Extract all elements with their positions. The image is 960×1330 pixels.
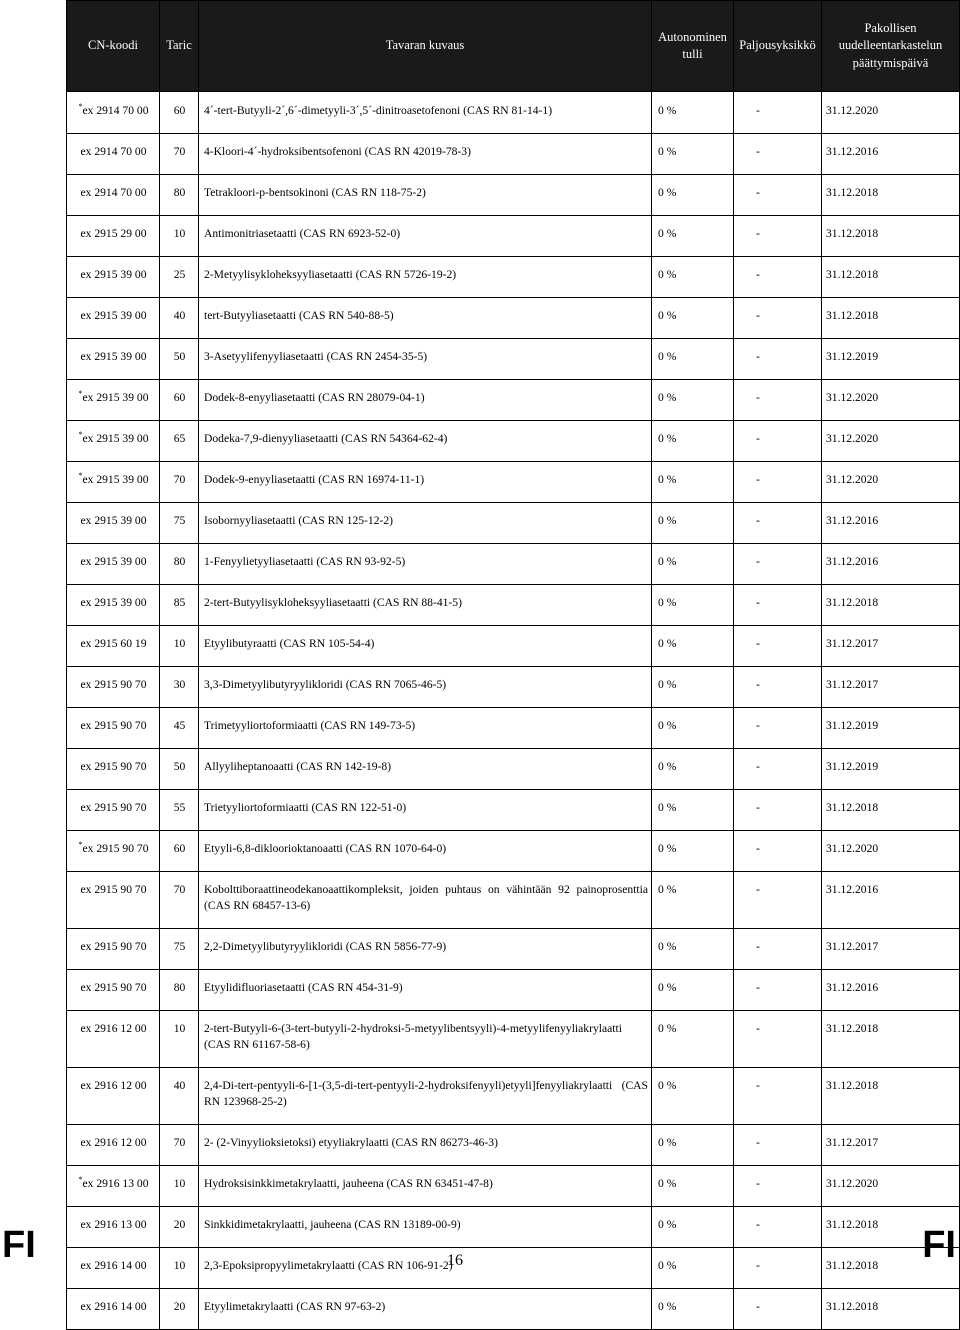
cn-code-cell	[67, 1124, 160, 1165]
footer-language-right: FI	[922, 1224, 956, 1266]
taric-cell: 10	[160, 1165, 199, 1206]
unit-cell: -	[734, 707, 822, 748]
table-row	[67, 928, 960, 969]
description-cell: 4-Kloori-4´-hydroksibentsofenoni (CAS RN 42019-78-3)	[199, 133, 652, 174]
duty-cell: 0 %	[652, 748, 734, 789]
unit-cell: -	[734, 461, 822, 502]
table-row	[67, 1206, 960, 1247]
taric-cell: 20	[160, 1206, 199, 1247]
cn-code-text: ex 2915 39 00	[82, 390, 149, 404]
description-cell: 2-Metyylisykloheksyyliasetaatti (CAS RN 5726-19-2)	[199, 256, 652, 297]
description-cell: 2-tert-Butyyli-6-(3-tert-butyyli-2-hydroksi-5-metyylibentsyyli)-4-metyylifenyyliakrylaatti (CAS RN 61167-58-6)	[199, 1010, 652, 1067]
duty-cell: 0 %	[652, 256, 734, 297]
cn-code-cell	[67, 871, 160, 928]
cn-code-text: ex 2916 14 00	[80, 1258, 147, 1272]
description-cell: Etyylimetakrylaatti (CAS RN 97-63-2)	[199, 1288, 652, 1329]
cn-code-text: ex 2916 14 00	[80, 1299, 147, 1313]
unit-cell: -	[734, 666, 822, 707]
unit-cell: -	[734, 174, 822, 215]
taric-cell: 60	[160, 830, 199, 871]
cn-code-text: ex 2915 39 00	[80, 513, 147, 527]
duty-cell: 0 %	[652, 789, 734, 830]
end-date-cell: 31.12.2020	[822, 92, 960, 134]
description-cell: Isobornyyliasetaatti (CAS RN 125-12-2)	[199, 502, 652, 543]
taric-cell: 25	[160, 256, 199, 297]
cn-code-cell	[67, 256, 160, 297]
cn-code-text: ex 2915 39 00	[80, 267, 147, 281]
taric-cell: 60	[160, 379, 199, 420]
unit-cell: -	[734, 1124, 822, 1165]
table-row	[67, 789, 960, 830]
cn-code-cell	[67, 625, 160, 666]
footer-language-left: FI	[2, 1224, 36, 1266]
taric-cell: 30	[160, 666, 199, 707]
description-cell: Tetrakloori-p-bentsokinoni (CAS RN 118-75-2)	[199, 174, 652, 215]
cn-code-text: ex 2915 39 00	[80, 595, 147, 609]
duty-cell: 0 %	[652, 871, 734, 928]
table-row	[67, 543, 960, 584]
table-row	[67, 748, 960, 789]
cn-code-cell	[67, 748, 160, 789]
table-row	[67, 461, 960, 502]
taric-cell: 55	[160, 789, 199, 830]
end-date-cell: 31.12.2018	[822, 215, 960, 256]
header-row	[67, 1, 960, 92]
unit-cell: -	[734, 502, 822, 543]
taric-cell: 80	[160, 543, 199, 584]
unit-cell: -	[734, 256, 822, 297]
cn-code-cell	[67, 1247, 160, 1288]
description-cell: Sinkkidimetakrylaatti, jauheena (CAS RN 13189-00-9)	[199, 1206, 652, 1247]
amendment-marker: *	[78, 1174, 83, 1184]
table-row	[67, 666, 960, 707]
unit-cell: -	[734, 379, 822, 420]
taric-cell: 10	[160, 215, 199, 256]
unit-cell: -	[734, 830, 822, 871]
unit-cell: -	[734, 215, 822, 256]
cn-code-text: ex 2914 70 00	[82, 104, 149, 117]
end-date-cell: 31.12.2018	[822, 1247, 960, 1288]
cn-code-text: ex 2915 90 70	[80, 677, 147, 691]
tariff-table	[66, 0, 960, 1330]
table-row	[67, 1124, 960, 1165]
taric-cell: 80	[160, 174, 199, 215]
cn-code-cell	[67, 789, 160, 830]
cn-code-text: ex 2915 90 70	[80, 718, 147, 732]
end-date-cell: 31.12.2019	[822, 707, 960, 748]
description-cell: 3,3-Dimetyylibutyryylikloridi (CAS RN 7065-46-5)	[199, 666, 652, 707]
table-row	[67, 297, 960, 338]
end-date-cell: 31.12.2018	[822, 1010, 960, 1067]
taric-cell: 70	[160, 461, 199, 502]
end-date-cell: 31.12.2019	[822, 338, 960, 379]
cn-code-cell	[67, 1010, 160, 1067]
cn-code-text: ex 2915 90 70	[80, 882, 147, 896]
end-date-cell: 31.12.2018	[822, 297, 960, 338]
cn-code-cell	[67, 379, 160, 420]
header-cn-code: CN-koodi	[67, 1, 160, 92]
duty-cell: 0 %	[652, 174, 734, 215]
end-date-cell: 31.12.2020	[822, 461, 960, 502]
cn-code-cell	[67, 297, 160, 338]
table-row	[67, 379, 960, 420]
cn-code-cell	[67, 133, 160, 174]
taric-cell: 40	[160, 297, 199, 338]
end-date-cell: 31.12.2018	[822, 789, 960, 830]
cn-code-cell	[67, 174, 160, 215]
cn-code-cell	[67, 502, 160, 543]
taric-cell: 75	[160, 928, 199, 969]
end-date-cell: 31.12.2018	[822, 1067, 960, 1124]
description-cell: tert-Butyyliasetaatti (CAS RN 540-88-5)	[199, 297, 652, 338]
table-row	[67, 256, 960, 297]
taric-cell: 70	[160, 1124, 199, 1165]
end-date-cell: 31.12.2020	[822, 830, 960, 871]
taric-cell: 70	[160, 871, 199, 928]
duty-cell: 0 %	[652, 133, 734, 174]
unit-cell: -	[734, 338, 822, 379]
table-row	[67, 969, 960, 1010]
duty-cell: 0 %	[652, 543, 734, 584]
table-row	[67, 830, 960, 871]
duty-cell: 0 %	[652, 1010, 734, 1067]
description-cell: 4´-tert-Butyyli-2´,6´-dimetyyli-3´,5´-dinitroasetofenoni (CAS RN 81-14-1)	[199, 92, 652, 134]
table-row	[67, 174, 960, 215]
table-row	[67, 133, 960, 174]
duty-cell: 0 %	[652, 1067, 734, 1124]
duty-cell: 0 %	[652, 1247, 734, 1288]
description-cell: 3-Asetyylifenyyliasetaatti (CAS RN 2454-35-5)	[199, 338, 652, 379]
duty-cell: 0 %	[652, 297, 734, 338]
description-cell: Dodek-8-enyyliasetaatti (CAS RN 28079-04-1)	[199, 379, 652, 420]
cn-code-cell	[67, 928, 160, 969]
unit-cell: -	[734, 1288, 822, 1329]
cn-code-cell	[67, 1067, 160, 1124]
end-date-cell: 31.12.2017	[822, 666, 960, 707]
duty-cell: 0 %	[652, 830, 734, 871]
cn-code-cell	[67, 830, 160, 871]
duty-cell: 0 %	[652, 1206, 734, 1247]
table-row	[67, 1010, 960, 1067]
description-cell: Etyylibutyraatti (CAS RN 105-54-4)	[199, 625, 652, 666]
duty-cell: 0 %	[652, 584, 734, 625]
page-number: 16	[447, 1252, 463, 1269]
end-date-cell: 31.12.2017	[822, 1124, 960, 1165]
amendment-marker: *	[78, 388, 83, 398]
cn-code-text: ex 2916 12 00	[80, 1021, 147, 1035]
duty-cell: 0 %	[652, 666, 734, 707]
description-cell: Kobolttiboraattineodekanoaattikompleksit, joiden puhtaus on vähintään 92 painoprosenttia (CAS RN 68457-13-6)	[199, 871, 652, 928]
duty-cell: 0 %	[652, 625, 734, 666]
table-row	[67, 1165, 960, 1206]
cn-code-cell	[67, 707, 160, 748]
duty-cell: 0 %	[652, 92, 734, 134]
unit-cell: -	[734, 871, 822, 928]
description-cell: 2- (2-Vinyylioksietoksi) etyyliakrylaatti (CAS RN 86273-46-3)	[199, 1124, 652, 1165]
cn-code-text: ex 2915 39 00	[80, 349, 147, 363]
table-row	[67, 215, 960, 256]
duty-cell: 0 %	[652, 461, 734, 502]
unit-cell: -	[734, 92, 822, 134]
end-date-cell: 31.12.2016	[822, 871, 960, 928]
taric-cell: 50	[160, 748, 199, 789]
cn-code-cell	[67, 1206, 160, 1247]
description-cell: Dodeka-7,9-dienyyliasetaatti (CAS RN 54364-62-4)	[199, 420, 652, 461]
table-row	[67, 92, 960, 134]
amendment-marker: *	[78, 102, 83, 111]
table-row	[67, 1288, 960, 1329]
taric-cell: 40	[160, 1067, 199, 1124]
table-row	[67, 625, 960, 666]
unit-cell: -	[734, 133, 822, 174]
header-unit: Paljousyksikkö	[734, 1, 822, 92]
description-cell: 2,4-Di-tert-pentyyli-6-[1-(3,5-di-tert-pentyyli-2-hydroksifenyyli)etyyli]fenyyliakrylaatti (CAS RN 123968-25-2)	[199, 1067, 652, 1124]
cn-code-text: ex 2915 90 70	[80, 759, 147, 773]
taric-cell: 80	[160, 969, 199, 1010]
description-cell: Trietyyliortoformiaatti (CAS RN 122-51-0)	[199, 789, 652, 830]
end-date-cell: 31.12.2016	[822, 502, 960, 543]
end-date-cell: 31.12.2018	[822, 174, 960, 215]
header-taric: Taric	[160, 1, 199, 92]
cn-code-cell	[67, 584, 160, 625]
taric-cell: 20	[160, 1288, 199, 1329]
duty-cell: 0 %	[652, 1288, 734, 1329]
cn-code-text: ex 2915 90 70	[80, 939, 147, 953]
description-cell: Antimonitriasetaatti (CAS RN 6923-52-0)	[199, 215, 652, 256]
cn-code-text: ex 2915 90 70	[80, 980, 147, 994]
cn-code-text: ex 2915 90 70	[82, 841, 149, 855]
duty-cell: 0 %	[652, 379, 734, 420]
amendment-marker: *	[78, 429, 83, 439]
cn-code-cell	[67, 1165, 160, 1206]
table-row	[67, 1247, 960, 1288]
table-row	[67, 502, 960, 543]
duty-cell: 0 %	[652, 969, 734, 1010]
taric-cell: 65	[160, 420, 199, 461]
cn-code-cell	[67, 420, 160, 461]
cn-code-cell	[67, 215, 160, 256]
table-row	[67, 584, 960, 625]
table-row	[67, 1067, 960, 1124]
cn-code-text: ex 2915 90 70	[80, 800, 147, 814]
description-cell: Allyyliheptanoaatti (CAS RN 142-19-8)	[199, 748, 652, 789]
cn-code-cell	[67, 461, 160, 502]
description-cell: Trimetyyliortoformiaatti (CAS RN 149-73-5)	[199, 707, 652, 748]
cn-code-text: ex 2914 70 00	[80, 185, 147, 199]
cn-code-text: ex 2914 70 00	[80, 144, 147, 158]
unit-cell: -	[734, 420, 822, 461]
cn-code-cell	[67, 969, 160, 1010]
taric-cell: 50	[160, 338, 199, 379]
unit-cell: -	[734, 297, 822, 338]
cn-code-cell	[67, 666, 160, 707]
table-row	[67, 871, 960, 928]
cn-code-text: ex 2916 12 00	[80, 1078, 147, 1092]
cn-code-cell	[67, 92, 160, 134]
header-end-date: Pakollisen uudelleentarkastelun päättymispäivä	[822, 1, 960, 92]
unit-cell: -	[734, 584, 822, 625]
description-cell: Dodek-9-enyyliasetaatti (CAS RN 16974-11-1)	[199, 461, 652, 502]
unit-cell: -	[734, 928, 822, 969]
duty-cell: 0 %	[652, 1124, 734, 1165]
taric-cell: 75	[160, 502, 199, 543]
cn-code-cell	[67, 338, 160, 379]
unit-cell: -	[734, 789, 822, 830]
end-date-cell: 31.12.2018	[822, 1288, 960, 1329]
end-date-cell: 31.12.2020	[822, 1165, 960, 1206]
description-cell: 2,2-Dimetyylibutyryylikloridi (CAS RN 5856-77-9)	[199, 928, 652, 969]
duty-cell: 0 %	[652, 1165, 734, 1206]
end-date-cell: 31.12.2019	[822, 748, 960, 789]
unit-cell: -	[734, 625, 822, 666]
header-autonomous-duty: Autonominen tulli	[652, 1, 734, 92]
end-date-cell: 31.12.2020	[822, 420, 960, 461]
unit-cell: -	[734, 1247, 822, 1288]
cn-code-text: ex 2915 39 00	[82, 431, 149, 445]
unit-cell: -	[734, 1206, 822, 1247]
taric-cell: 85	[160, 584, 199, 625]
description-cell: Etyylidifluoriasetaatti (CAS RN 454-31-9)	[199, 969, 652, 1010]
duty-cell: 0 %	[652, 215, 734, 256]
unit-cell: -	[734, 1165, 822, 1206]
taric-cell: 10	[160, 1247, 199, 1288]
cn-code-text: ex 2915 39 00	[80, 308, 147, 322]
cn-code-text: ex 2915 29 00	[80, 226, 147, 240]
amendment-marker: *	[78, 470, 83, 480]
cn-code-text: ex 2915 60 19	[80, 636, 147, 650]
unit-cell: -	[734, 543, 822, 584]
table-row	[67, 707, 960, 748]
taric-cell: 60	[160, 92, 199, 134]
cn-code-text: ex 2916 12 00	[80, 1135, 147, 1149]
unit-cell: -	[734, 1067, 822, 1124]
taric-cell: 10	[160, 1010, 199, 1067]
unit-cell: -	[734, 1010, 822, 1067]
end-date-cell: 31.12.2017	[822, 625, 960, 666]
unit-cell: -	[734, 748, 822, 789]
duty-cell: 0 %	[652, 928, 734, 969]
cn-code-text: ex 2916 13 00	[80, 1217, 147, 1231]
duty-cell: 0 %	[652, 707, 734, 748]
end-date-cell: 31.12.2016	[822, 133, 960, 174]
unit-cell: -	[734, 969, 822, 1010]
taric-cell: 45	[160, 707, 199, 748]
end-date-cell: 31.12.2018	[822, 1206, 960, 1247]
end-date-cell: 31.12.2016	[822, 543, 960, 584]
end-date-cell: 31.12.2017	[822, 928, 960, 969]
description-cell: 2,3-Epoksipropyylimetakrylaatti (CAS RN 106-91-2)	[199, 1247, 652, 1288]
table-row	[67, 420, 960, 461]
end-date-cell: 31.12.2020	[822, 379, 960, 420]
table-body	[67, 92, 960, 1330]
description-cell: 1-Fenyylietyyliasetaatti (CAS RN 93-92-5)	[199, 543, 652, 584]
taric-cell: 70	[160, 133, 199, 174]
description-cell: 2-tert-Butyylisykloheksyyliasetaatti (CAS RN 88-41-5)	[199, 584, 652, 625]
amendment-marker: *	[78, 839, 83, 849]
taric-cell: 10	[160, 625, 199, 666]
duty-cell: 0 %	[652, 502, 734, 543]
cn-code-text: ex 2915 39 00	[80, 554, 147, 568]
description-cell: Etyyli-6,8-dikloorioktanoaatti (CAS RN 1070-64-0)	[199, 830, 652, 871]
cn-code-cell	[67, 543, 160, 584]
header-description: Tavaran kuvaus	[199, 1, 652, 92]
description-cell: Hydroksisinkkimetakrylaatti, jauheena (CAS RN 63451-47-8)	[199, 1165, 652, 1206]
end-date-cell: 31.12.2018	[822, 256, 960, 297]
duty-cell: 0 %	[652, 338, 734, 379]
end-date-cell: 31.12.2016	[822, 969, 960, 1010]
table-row	[67, 338, 960, 379]
cn-code-cell	[67, 1288, 160, 1329]
duty-cell: 0 %	[652, 420, 734, 461]
cn-code-text: ex 2915 39 00	[82, 472, 149, 486]
end-date-cell: 31.12.2018	[822, 584, 960, 625]
cn-code-text: ex 2916 13 00	[82, 1176, 149, 1190]
